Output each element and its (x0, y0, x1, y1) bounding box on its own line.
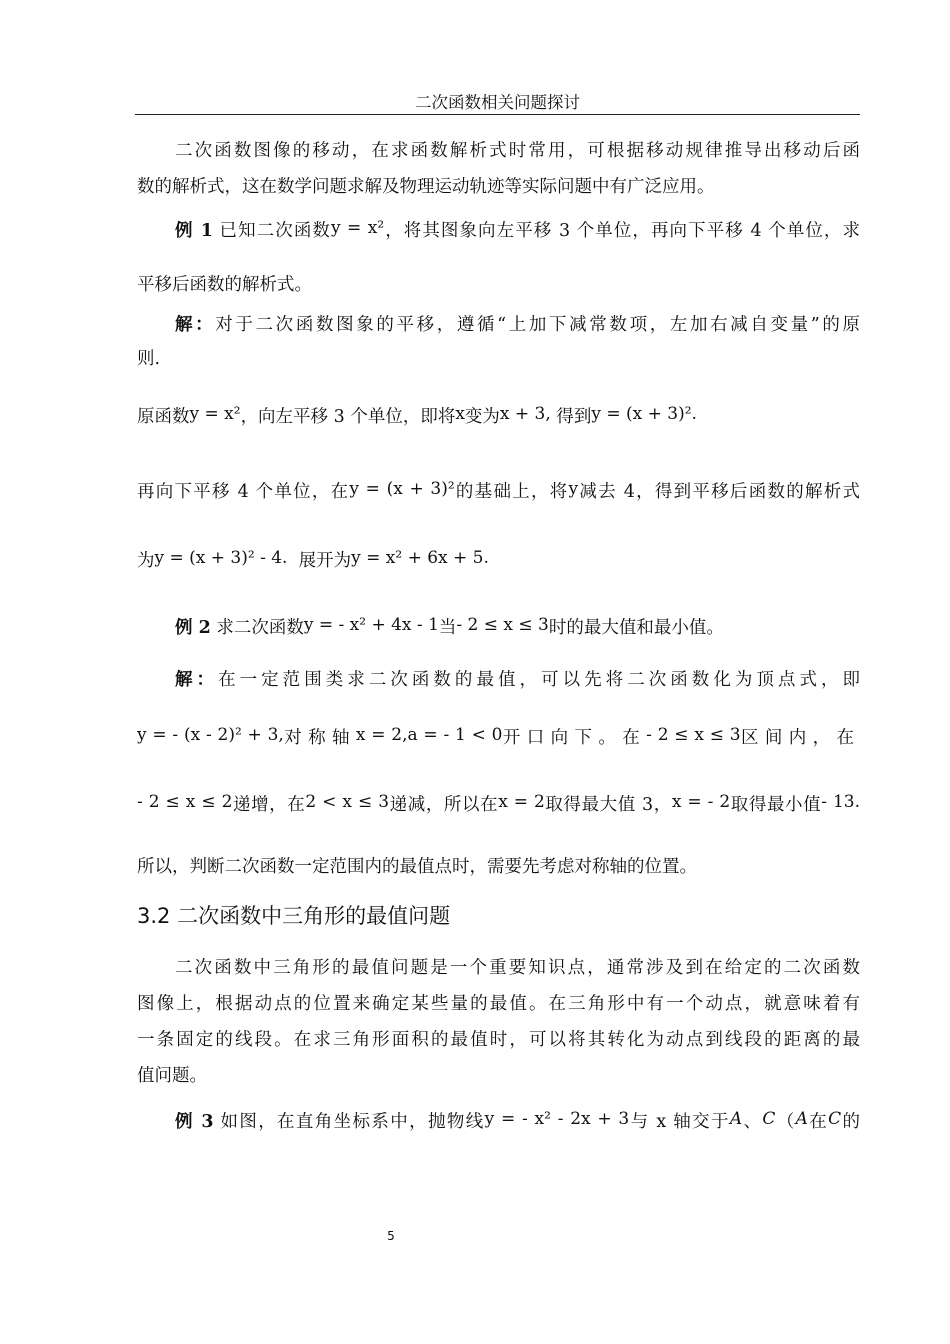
para-2-line-3: 一条固定的线段。在求三角形面积的最值时，可以将其转化为动点到线段的距离的最 (137, 1030, 860, 1050)
formula: y = x² (189, 404, 241, 424)
formula: - 2 ≤ x ≤ 2 (137, 792, 233, 812)
para-2-line-1: 二次函数中三角形的最值问题是一个重要知识点，通常涉及到在给定的二次函数 (175, 958, 860, 978)
formula: x + 3, (499, 404, 551, 424)
solution-2-line-2: y = - (x - 2)² + 3,对称轴x = 2,a = - 1 < 0开口向下。在- 2 ≤ x ≤ 3区间内，在 (137, 725, 860, 748)
example-3-line-1: 例 3 如图，在直角坐标系中，抛物线y = - x² - 2x + 3与 x 轴交于A、C（A在C的 (175, 1109, 861, 1132)
solution-1-text: 对于二次函数图象的平移，遵循“上加下减常数项，左加右减自变量”的原 (215, 315, 860, 335)
example-1-label: 例 1 (175, 221, 213, 241)
solution-2-line-1 (175, 668, 860, 692)
formula: y = x² (330, 218, 385, 238)
solution-1-line-4: 再向下平移 4 个单位，在y = (x + 3)²的基础上，将y减去 4，得到平移后函数的解析式 (137, 479, 860, 502)
formula: - 2 ≤ x ≤ 3 (456, 615, 549, 635)
point-label: C (828, 1109, 842, 1129)
formula: y = (x + 3)². (591, 404, 697, 424)
solution-2-line-3: - 2 ≤ x ≤ 2递增，在2 < x ≤ 3递减，所以在x = 2取得最大值 3，x = - 2取得最小值- 13. (137, 792, 861, 815)
intro-line-2: 数的解析式，这在数学问题求解及物理运动轨迹等实际问题中有广泛应用。 (137, 177, 715, 197)
formula: a = - 1 < 0 (407, 725, 503, 745)
solution-2-line-4: 所以，判断二次函数一定范围内的最值点时，需要先考虑对称轴的位置。 (137, 857, 697, 877)
formula: x = 2, (355, 725, 408, 745)
page-number: 5 (387, 1229, 395, 1243)
para-2-line-4: 值问题。 (137, 1066, 207, 1086)
formula: - 13. (821, 792, 861, 812)
formula: x (455, 404, 465, 424)
para-2-line-2: 图像上，根据动点的位置来确定某些量的最值。在三角形中有一个动点，就意味着有 (137, 994, 860, 1014)
formula: y = (x + 3)² - 4. (154, 548, 288, 568)
example-3-label: 例 3 (175, 1112, 214, 1132)
example-1-line-1 (175, 219, 860, 243)
formula: x = 2 (498, 792, 545, 812)
formula: y = - x² - 2x + 3 (484, 1109, 630, 1129)
point-label: C (762, 1109, 776, 1129)
formula: y = - x² + 4x - 1 (303, 615, 439, 635)
formula: y = (x + 3)² (349, 479, 455, 499)
header-rule (135, 114, 860, 115)
example-2-line-1: 例 2 求二次函数y = - x² + 4x - 1当- 2 ≤ x ≤ 3时的最大值和最小值。 (175, 615, 724, 638)
formula: y = - (x - 2)² + 3, (137, 725, 284, 745)
formula: y = x² + 6x + 5. (351, 548, 489, 568)
solution-2-text: 在一定范围类求二次函数的最值，可以先将二次函数化为顶点式，即 (218, 670, 861, 690)
intro-line-1: 二次函数图像的移动，在求函数解析式时常用，可根据移动规律推导出移动后函 (175, 141, 860, 161)
point-label: A (795, 1109, 808, 1129)
formula: - 2 ≤ x ≤ 3 (646, 725, 741, 745)
section-heading: 3.2 二次函数中三角形的最值问题 (137, 904, 451, 928)
formula: 2 < x ≤ 3 (305, 792, 390, 812)
solution-2-label: 解： (175, 670, 219, 690)
formula: x = - 2 (671, 792, 731, 812)
page-header-title: 二次函数相关问题探讨 (415, 93, 580, 112)
solution-1-line-2: 则. (137, 349, 161, 369)
solution-1-line-3: 原函数y = x²，向左平移 3 个单位，即将x变为x + 3, 得到y = (x + 3)². (137, 404, 697, 427)
example-1-line-2: 平移后函数的解析式。 (137, 275, 312, 295)
solution-1-line-1 (175, 313, 860, 337)
solution-1-line-5: 为y = (x + 3)² - 4. 展开为y = x² + 6x + 5. (137, 548, 489, 571)
example-1-text: 已知二次函数y = x²，将其图象向左平移 3 个单位，再向下平移 4 个单位，求 (219, 218, 860, 241)
example-2-label: 例 2 (175, 618, 211, 638)
solution-1-label: 解： (175, 315, 216, 335)
formula: y (568, 479, 579, 499)
point-label: A (729, 1109, 743, 1129)
